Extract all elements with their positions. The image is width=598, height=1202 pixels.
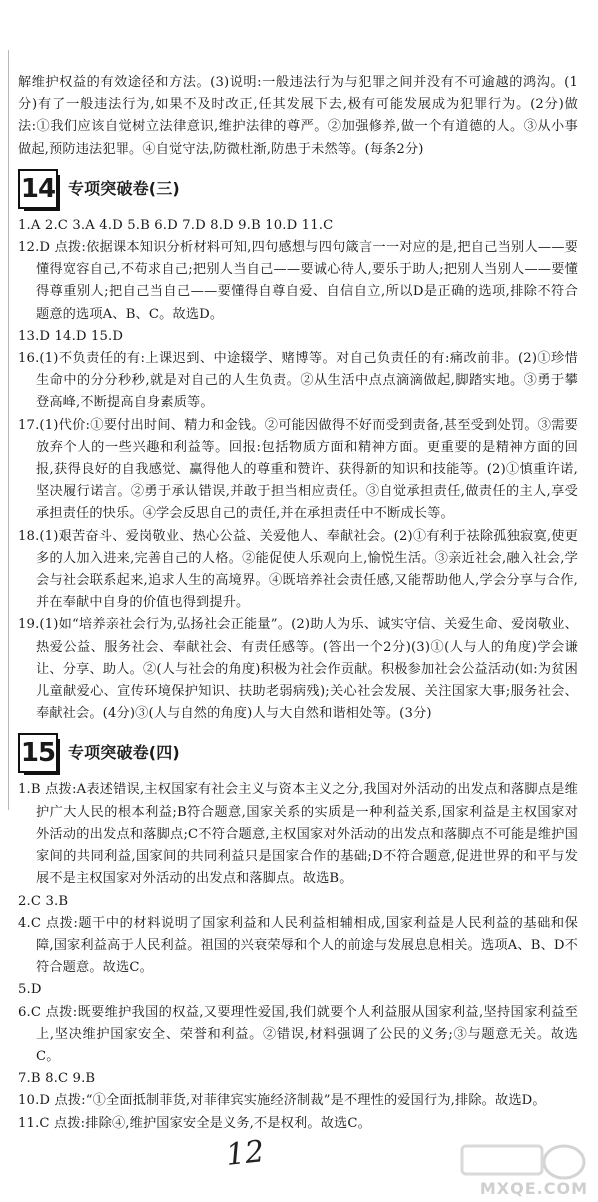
section-15-number-badge: 15 [18, 733, 58, 773]
answer-content [18, 72, 578, 1135]
answer-item: 7.B 8.C 9.B [18, 1071, 96, 1087]
handwritten-page-mark: 12 [224, 1134, 266, 1173]
answer-item: 12.D 点拨:依据课本知识分析材料可知,四句感想与四句箴言一一对应的是,把自己当别人——要懂得宽容自己,不苟求自己;把别人当自己——要诚心待人,要乐于助人;把别人当别人——要懂得尊重别人;把自己当自己——要懂得自尊自爱、自信自立,所以D是正确的选项,排除不符合题意的选项A、B、C。故选D。 [18, 240, 578, 322]
answer-item: 17.(1)代价:①要付出时间、精力和金钱。②可能因做得不好而受到责备,甚至受到处罚。③需要放弃个人的一些兴趣和利益等。回报:包括物质方面和精神方面。更重要的是精神方面的回报,获得良好的自我感觉、赢得他人的尊重和赞许、获得新的知识和技能等。(2)①慎重许诺,坚决履行诺言。②勇于承认错误,并敢于担当相应责任。③自觉承担责任,做责任的主人,享受承担责任的快乐。④学会反思自己的责任,并在承担责任中不断成长等。 [18, 417, 578, 522]
section-14-header [18, 169, 578, 209]
answer-item: 13.D 14.D 15.D [18, 328, 124, 344]
answer-item: 10.D 点拨:“①全面抵制菲货,对菲律宾实施经济制裁”是不理性的爱国行为,排除。故选D。 [18, 1093, 546, 1109]
answer-item: 2.C 3.B [18, 893, 69, 909]
answer-item: 16.(1)不负责任的有:上课迟到、中途辍学、赌博等。对自己负责任的有:痛改前非。(2)①珍惜生命中的分分秒秒,就是对自己的人生负责。②从生活中点点滴滴做起,脚踏实地。③勇于攀登高峰,不断提高自身素质等。 [18, 351, 578, 411]
answer-item: 19.(1)如“培养亲社会行为,弘扬社会正能量”。(2)助人为乐、诚实守信、关爱生命、爱岗敬业、热爱公益、服务社会、奉献社会、有责任感等。(答出一个2分)(3)①(人与人的角度)学会谦让、分享、助人。②(人与社会的角度)积极为社会作贡献。积极参加社会公益活动(如:为贫困儿童献爱心、宣传环境保护知识、扶助老弱病残);关心社会发展、关注国家大事;服务社会、奉献社会。(4分)③(人与自然的角度)人与大自然和谐相处等。(3分) [18, 617, 578, 722]
section-15-header [18, 733, 578, 773]
answer-item: 11.C 点拨:排除④,维护国家安全是义务,不是权利。故选C。 [18, 1115, 371, 1131]
watermark-text: MXQE.COM [479, 1179, 588, 1198]
section-15-title: 专项突破卷(四) [68, 743, 180, 763]
intro-paragraph: 解维护权益的有效途径和方法。(3)说明:一般违法行为与犯罪之间并没有不可逾越的鸿沟。(1分)有了一般违法行为,如果不及时改正,任其发展下去,极有可能发展成为犯罪行为。(2分)做法:①我们应该自觉树立法律意识,维护法律的尊严。②加强修养,做一个有道德的人。③从小事做起,预防违法犯罪。④自觉守法,防微杜渐,防患于未然等。(每条2分) [18, 75, 578, 157]
margin-rule [8, 50, 9, 810]
section-14-title: 专项突破卷(三) [68, 178, 180, 198]
answer-item: 4.C 点拨:题干中的材料说明了国家利益和人民利益相辅相成,国家利益是人民利益的基础和保障,国家利益高于人民利益。祖国的兴衰荣辱和个人的前途与发展息息相关。选项A、B、D不符合题意。故选C。 [18, 915, 578, 976]
answer-item: 1.B 点拨:A表述错误,主权国家有社会主义与资本主义之分,我国对外活动的出发点和落脚点是维护广大人民的根本利益;B符合题意,国家关系的实质是一种利益关系,国家利益是主权国家对外活动的出发点和落脚点;C不符合题意,主权国家对外活动的出发点和落脚点不可能是维护国家间的共同利益,国家间的共同利益只是国家合作的基础;D不符合题意,促进世界的和平与发展不是主权国家对外活动的出发点和落脚点。故选B。 [18, 782, 578, 887]
answer-item: 5.D [18, 982, 42, 998]
site-watermark [452, 1138, 592, 1198]
answer-item: 1.A 2.C 3.A 4.D 5.B 6.D 7.D 8.D 9.B 10.D 11.C [18, 217, 334, 233]
section-14-number-badge: 14 [18, 169, 58, 209]
answer-item: 6.C 点拨:既要维护我国的权益,又要理性爱国,我们就要个人利益服从国家利益,坚持国家利益至上,坚决维护国家安全、荣誉和利益。②错误,材料强调了公民的义务;③与题意无关。故选C。 [18, 1004, 578, 1064]
answer-item: 18.(1)艰苦奋斗、爱岗敬业、热心公益、关爱他人、奉献社会。(2)①有利于祛除孤独寂寞,使更多的人加入进来,完善自己的人格。②能促使人乐观向上,愉悦生活。③亲近社会,融入社会,学会与社会联系起来,追求人生的高境界。④既培养社会责任感,又能帮助他人,学会分享与合作,并在奉献中自身的价值也得到提升。 [18, 528, 578, 611]
